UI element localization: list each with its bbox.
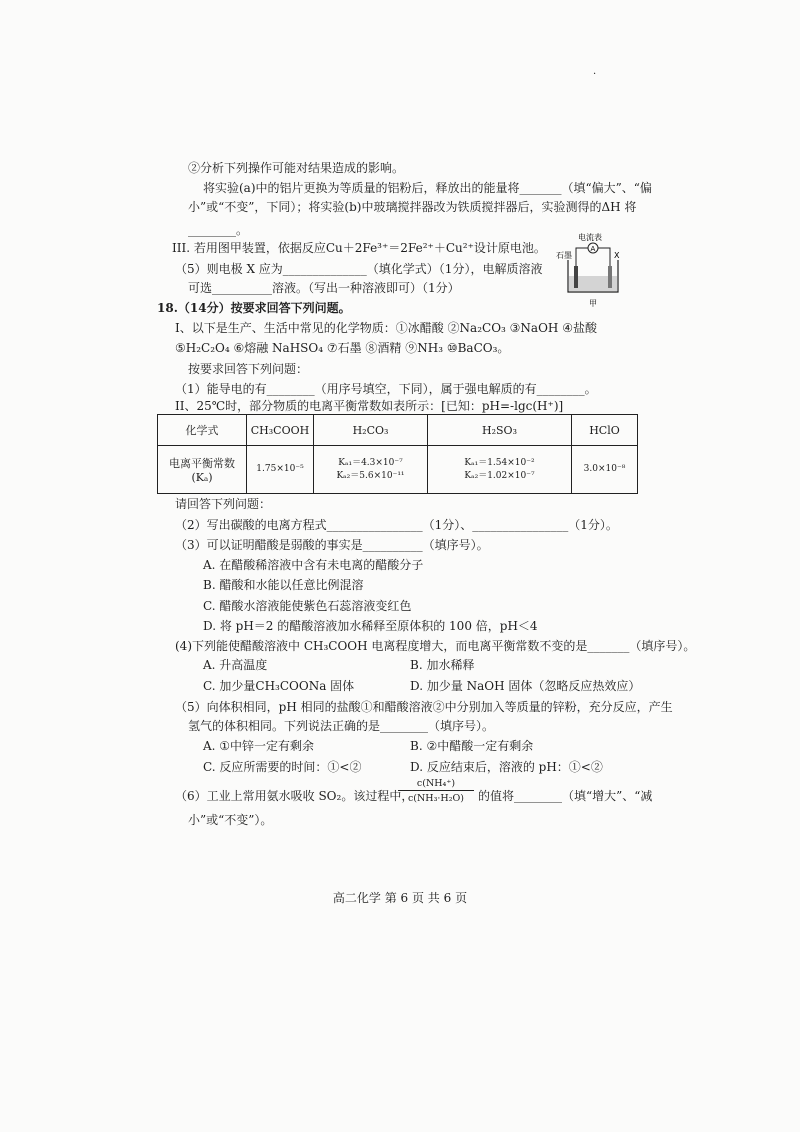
q18-instruction: 按要求回答下列问题： — [188, 362, 309, 376]
corner-mark: . — [593, 66, 597, 77]
table-cell: 1.75×10⁻⁵ — [247, 446, 314, 494]
table-header-cell: CH₃COOH — [247, 415, 314, 446]
q18-q3-option-a: A. 在醋酸稀溶液中含有未电离的醋酸分子 — [203, 558, 424, 572]
electrode-label: X — [614, 251, 620, 260]
galvanic-cell-diagram — [556, 230, 646, 310]
meter-label: 电流表 — [578, 233, 602, 242]
q17-part2-line2: 小”或“不变”，下同）；将实验(b)中玻璃搅拌器改为铁质搅拌器后，实验测得的ΔH 将 — [188, 200, 637, 214]
q18-q5-line1: （5）向体积相同，pH 相同的盐酸①和醋酸溶液②中分别加入等质量的锌粉，充分反应，产生 — [175, 700, 673, 714]
table-header-row — [158, 415, 638, 446]
q18-q6-line2: 小”或“不变”）。 — [188, 813, 273, 827]
q17-q5-line1: （5）则电极 X 应为______________（填化学式）（1分），电解质溶液 — [175, 262, 543, 276]
q18-q3-option-b: B. 醋酸和水能以任意比例混溶 — [203, 578, 364, 592]
q18-q4-option-d: D. 加少量 NaOH 固体（忽略反应热效应） — [410, 679, 641, 693]
q18-q3-option-c: C. 醋酸水溶液能使紫色石蕊溶液变红色 — [203, 599, 412, 613]
meter-symbol: A — [590, 245, 596, 253]
q18-q5-option-a: A. ①中锌一定有剩余 — [203, 739, 315, 753]
table-header-cell: HClO — [572, 415, 638, 446]
fraction-denominator: c(NH₃·H₂O) — [407, 793, 465, 804]
q18-q6-start: （6）工业上常用氨水吸收 SO₂。该过程中， — [175, 789, 414, 803]
q18-q1: （1）能导电的有________（用序号填空，下同），属于强电解质的有________。 — [175, 382, 597, 396]
q18-q4-option-b: B. 加水稀释 — [410, 658, 475, 672]
q18-q5-option-b: B. ②中醋酸一定有剩余 — [410, 739, 534, 753]
ionization-constant-table — [157, 414, 638, 494]
table-header-cell: 化学式 — [158, 415, 247, 446]
q17-part3-intro: III. 若用图甲装置，依据反应Cu＋2Fe³⁺＝2Fe²⁺＋Cu²⁺设计原电池。 — [172, 241, 546, 255]
fraction-numerator: c(NH₄⁺) — [398, 778, 474, 791]
q18-q4-option-c: C. 加少量CH₃COONa 固体 — [203, 679, 355, 693]
q18-heading: 18.（14分）按要求回答下列问题。 — [157, 301, 351, 315]
table-cell: Kₐ₁＝4.3×10⁻⁷ Kₐ₂＝5.6×10⁻¹¹ — [314, 446, 428, 494]
q18-q5-option-d: D. 反应结束后，溶液的 pH：①<② — [410, 760, 603, 774]
q17-part2-line3: ________。 — [188, 223, 249, 237]
diagram-caption: 甲 — [589, 299, 597, 308]
q18-q3-option-d: D. 将 pH＝2 的醋酸溶液加水稀释至原体积的 100 倍，pH＜4 — [203, 619, 538, 633]
q18-q6-end: 的值将________（填“增大”、“减 — [478, 789, 653, 803]
table-header-cell: H₂SO₃ — [428, 415, 572, 446]
q18-q5-line2: 氢气的体积相同。下列说法正确的是________（填序号）。 — [188, 719, 495, 733]
q17-part2-intro: ②分析下列操作可能对结果造成的影响。 — [188, 161, 405, 175]
q18-after-table: 请回答下列问题： — [175, 497, 272, 511]
q18-q4: (4)下列能使醋酸溶液中 CH₃COOH 电离程度增大，而电离平衡常数不变的是_______（填序号）。 — [175, 639, 696, 653]
q18-q5-option-c: C. 反应所需要的时间：①<② — [203, 760, 362, 774]
q17-q5-line2: 可选__________溶液。（写出一种溶液即可）（1分） — [188, 281, 460, 295]
q18-q2: （2）写出碳酸的电离方程式________________（1分）、________________（1分）。 — [175, 518, 618, 532]
graphite-label: 石墨 — [556, 251, 572, 260]
table-cell: 3.0×10⁻⁸ — [572, 446, 638, 494]
q18-q4-option-a: A. 升高温度 — [203, 658, 268, 672]
table-row — [158, 446, 638, 494]
q18-substance-list-2: ⑤H₂C₂O₄ ⑥熔融 NaHSO₄ ⑦石墨 ⑧酒精 ⑨NH₃ ⑩BaCO₃。 — [175, 341, 510, 355]
q18-q3: （3）可以证明醋酸是弱酸的事实是__________（填序号）。 — [175, 538, 489, 552]
table-row-label: 电离平衡常数 (Kₐ) — [158, 446, 247, 494]
q18-part2-intro: II、25℃时，部分物质的电离平衡常数如表所示：[已知：pH=-lgc(H⁺)] — [175, 399, 564, 413]
page-footer: 高二化学 第 6 页 共 6 页 — [332, 891, 468, 905]
table-cell: Kₐ₁＝1.54×10⁻² Kₐ₂＝1.02×10⁻⁷ — [428, 446, 572, 494]
q17-part2-line1: 将实验(a)中的铝片更换为等质量的铝粉后，释放出的能量将_______（填“偏大”、“偏 — [203, 181, 652, 195]
table-header-cell: H₂CO₃ — [314, 415, 428, 446]
q18-substance-list-1: I、以下是生产、生活中常见的化学物质：①冰醋酸 ②Na₂CO₃ ③NaOH ④盐酸 — [175, 321, 597, 335]
